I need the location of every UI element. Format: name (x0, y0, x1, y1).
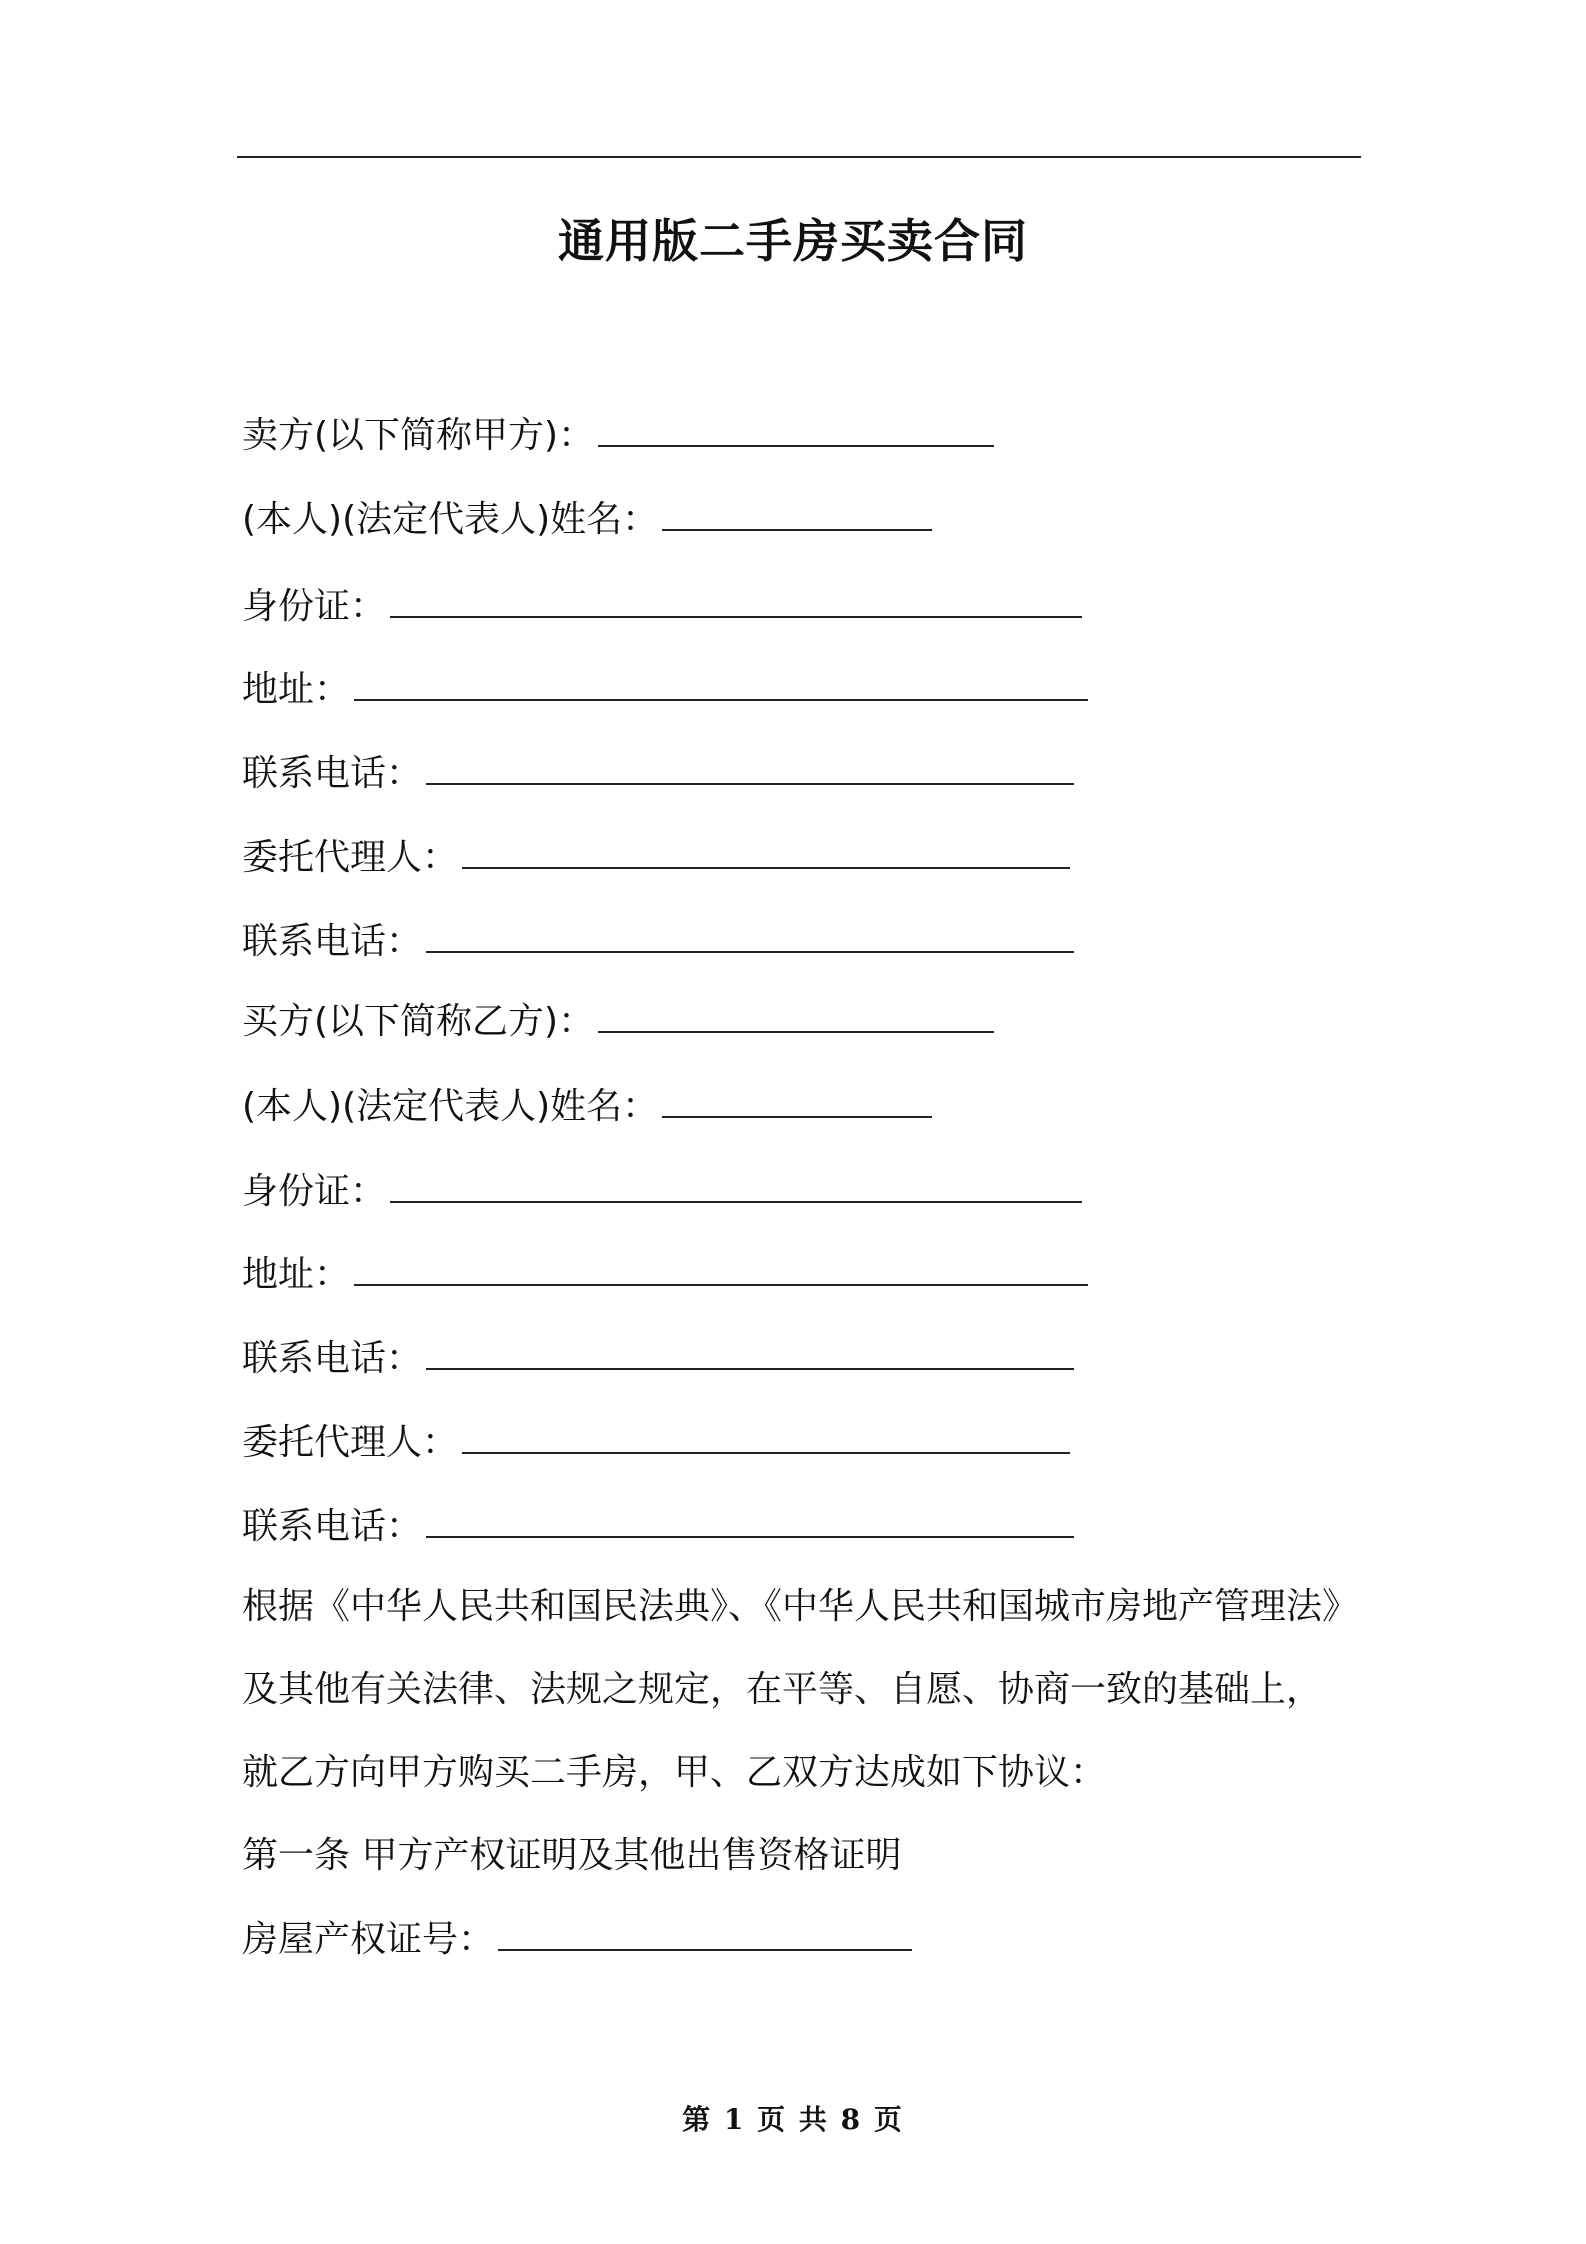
seller-name-label: (本人)(法定代表人)姓名： (242, 499, 659, 540)
preamble-line-3: 就乙方向甲方购买二手房，甲、乙双方达成如下协议： (242, 1752, 1107, 1793)
buyer-party-field (242, 1000, 994, 1043)
buyer-name-blank[interactable] (662, 1086, 932, 1118)
buyer-agent-label: 委托代理人： (242, 1422, 459, 1463)
seller-id-field (242, 585, 1082, 628)
seller-agent-blank[interactable] (462, 837, 1070, 869)
buyer-agent-phone-field (242, 1505, 1074, 1548)
buyer-name-label: (本人)(法定代表人)姓名： (242, 1086, 659, 1127)
preamble-line-1: 根据《中华人民共和国民法典》、《中华人民共和国城市房地产管理法》 (242, 1586, 1359, 1627)
buyer-phone-field (242, 1337, 1074, 1380)
document-title: 通用版二手房买卖合同 (558, 214, 1028, 268)
seller-agent-phone-label: 联系电话： (242, 921, 423, 962)
buyer-address-field (242, 1253, 1088, 1296)
header-rule (237, 156, 1361, 158)
seller-address-field (242, 668, 1088, 711)
buyer-phone-blank[interactable] (426, 1338, 1074, 1370)
buyer-id-label: 身份证： (242, 1171, 387, 1212)
property-cert-blank[interactable] (498, 1919, 912, 1951)
seller-id-label: 身份证： (242, 586, 387, 627)
seller-agent-phone-field (242, 920, 1074, 963)
seller-agent-label: 委托代理人： (242, 837, 459, 878)
buyer-id-blank[interactable] (390, 1171, 1082, 1203)
buyer-agent-field (242, 1421, 1070, 1464)
buyer-party-blank[interactable] (598, 1001, 994, 1033)
seller-agent-field (242, 836, 1070, 879)
seller-party-blank[interactable] (598, 415, 994, 447)
preamble-line-2: 及其他有关法律、法规之规定，在平等、自愿、协商一致的基础上， (242, 1669, 1323, 1710)
property-cert-field (242, 1918, 912, 1961)
seller-address-label: 地址： (242, 669, 351, 710)
seller-phone-label: 联系电话： (242, 753, 423, 794)
seller-address-blank[interactable] (354, 669, 1088, 701)
buyer-name-field (242, 1085, 932, 1128)
buyer-agent-blank[interactable] (462, 1422, 1070, 1454)
seller-party-label: 卖方(以下简称甲方)： (242, 415, 595, 456)
buyer-phone-label: 联系电话： (242, 1338, 423, 1379)
property-cert-label: 房屋产权证号： (242, 1919, 495, 1960)
seller-agent-phone-blank[interactable] (426, 921, 1074, 953)
buyer-address-blank[interactable] (354, 1254, 1088, 1286)
page-footer: 第 1 页 共 8 页 (682, 2103, 904, 2136)
buyer-agent-phone-label: 联系电话： (242, 1506, 423, 1547)
buyer-party-label: 买方(以下简称乙方)： (242, 1001, 595, 1042)
seller-name-blank[interactable] (662, 499, 932, 531)
seller-phone-blank[interactable] (426, 753, 1074, 785)
seller-phone-field (242, 752, 1074, 795)
seller-id-blank[interactable] (390, 586, 1082, 618)
article-1-heading: 第一条 甲方产权证明及其他出售资格证明 (242, 1835, 902, 1876)
seller-party-field (242, 414, 994, 457)
buyer-address-label: 地址： (242, 1254, 351, 1295)
buyer-agent-phone-blank[interactable] (426, 1506, 1074, 1538)
seller-name-field (242, 498, 932, 541)
buyer-id-field (242, 1170, 1082, 1213)
